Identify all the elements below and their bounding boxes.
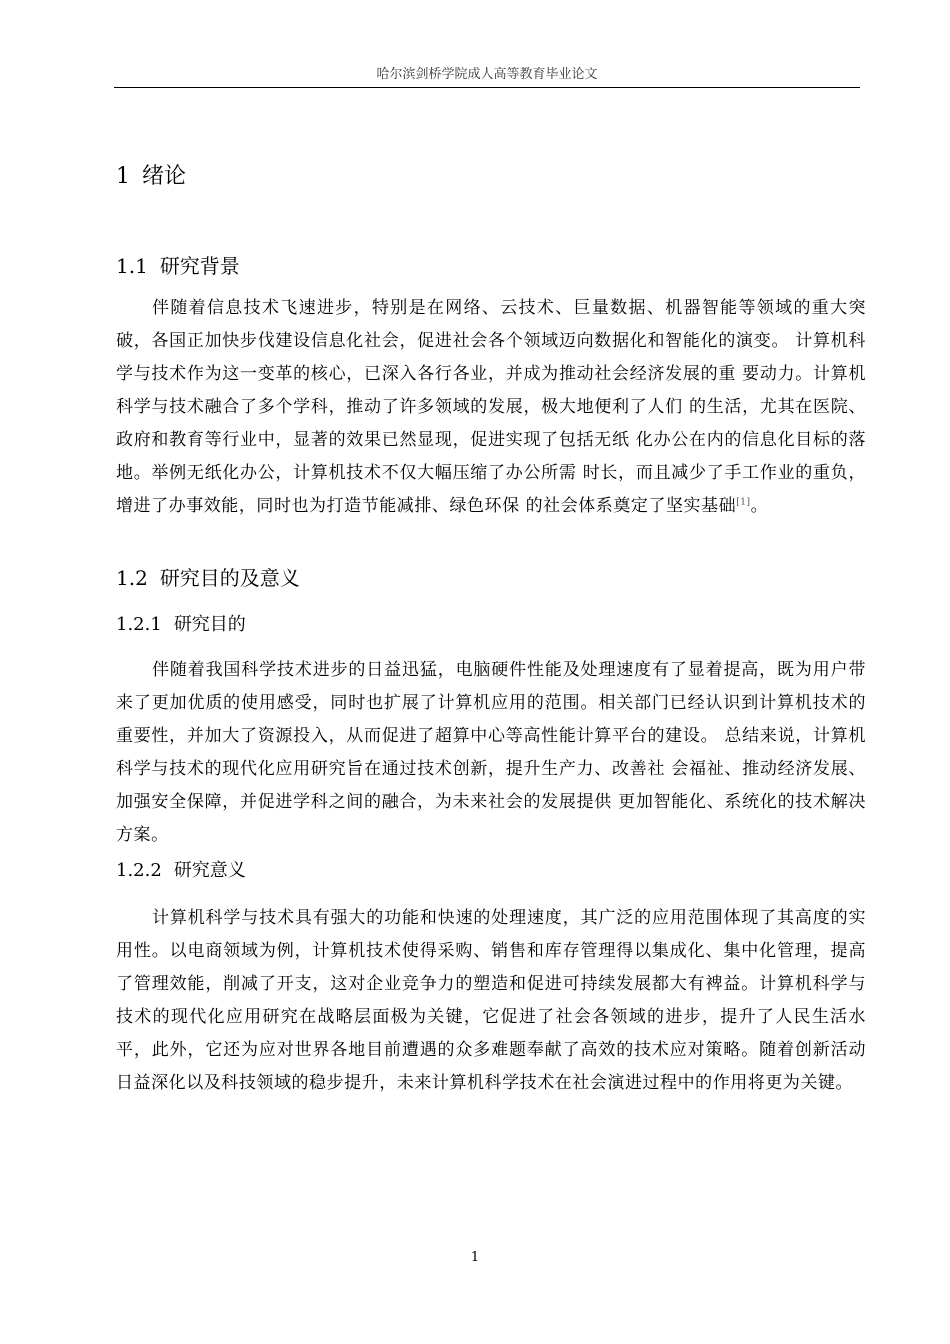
citation-reference[interactable]: [1]	[736, 497, 751, 508]
paragraph-research-background	[116, 292, 866, 523]
section-heading-1-1	[116, 252, 240, 280]
header-divider	[114, 87, 860, 88]
chapter-heading	[116, 162, 186, 192]
paragraph-research-significance: 计算机科学与技术具有强大的功能和快速的处理速度，其广泛的应用范围体现了其高度的实用性。以电商领域为例，计算机技术使得采购、销售和库存管理得以集成化、集中化管理，提高了管理效能，削减了开支，这对企业竞争力的塑造和促进可持续发展都大有裨益。计算机科学与技术的现代化应用研究在战略层面极为关键，它促进了社会各领域的进步，提升了人民生活水平，此外，它还为应对世界各地目前遭遇的众多难题奉献了高效的技术应对策略。随着创新活动日益深化以及科技领域的稳步提升，未来计算机科学技术在社会演进过程中的作用将更为关键。	[116, 908, 866, 1093]
paragraph-research-purpose: 伴随着我国科学技术进步的日益迅猛，电脑硬件性能及处理速度有了显着提高，既为用户带来了更加优质的使用感受，同时也扩展了计算机应用的范围。相关部门已经认识到计算机技术的重要性，并加大了资源投入，从而促进了超算中心等高性能计算平台的建设。 总结来说，计算机科学与技术的现代化应用研究旨在通过技术创新，提升生产力、改善社 会福祉、推动经济发展、加强安全保障，并促进学科之间的融合，为未来社会的发展提供 更加智能化、系统化的技术解决方案。	[116, 660, 866, 845]
section-title: 研究目的及意义	[159, 566, 300, 590]
section-title: 研究背景	[159, 254, 240, 278]
subsection-title: 研究意义	[173, 860, 246, 881]
subsection-heading-1-2-1	[116, 612, 246, 638]
subsection-heading-1-2-2	[116, 858, 246, 884]
section-number: 1.2	[116, 566, 148, 590]
paragraph-text: 伴随着信息技术飞速进步，特别是在网络、云技术、巨量数据、机器智能等领域的重大突破，各国正加快步伐建设信息化社会，促进社会各个领域迈向数据化和智能化的演变。 计算机科学与技术作为这一变革的核心，已深入各行各业，并成为推动社会经济发展的重 要动力。计算机科学与技术融合了多个学科，推动了许多领域的发展，极大地便利了人们 的生活，尤其在医院、政府和教育等行业中，显著的效果已然显现，促进实现了包括无纸 化办公在内的信息化目标的落地。举例无纸化办公，计算机技术不仅大幅压缩了办公所需 时长，而且减少了手工作业的重负，增进了办事效能，同时也为打造节能减排、绿色环保 的社会体系奠定了坚实基础	[116, 298, 866, 516]
subsection-title: 研究目的	[173, 614, 246, 635]
chapter-number: 1	[116, 164, 130, 189]
section-heading-1-2	[116, 564, 300, 592]
chapter-title: 绪论	[142, 164, 187, 189]
subsection-number: 1.2.1	[116, 614, 162, 635]
page-number: 1	[470, 1250, 480, 1265]
paragraph-end: 。	[750, 496, 769, 516]
subsection-number: 1.2.2	[116, 860, 162, 881]
page-header: 哈尔滨剑桥学院成人高等教育毕业论文	[376, 67, 598, 82]
section-number: 1.1	[116, 254, 148, 278]
